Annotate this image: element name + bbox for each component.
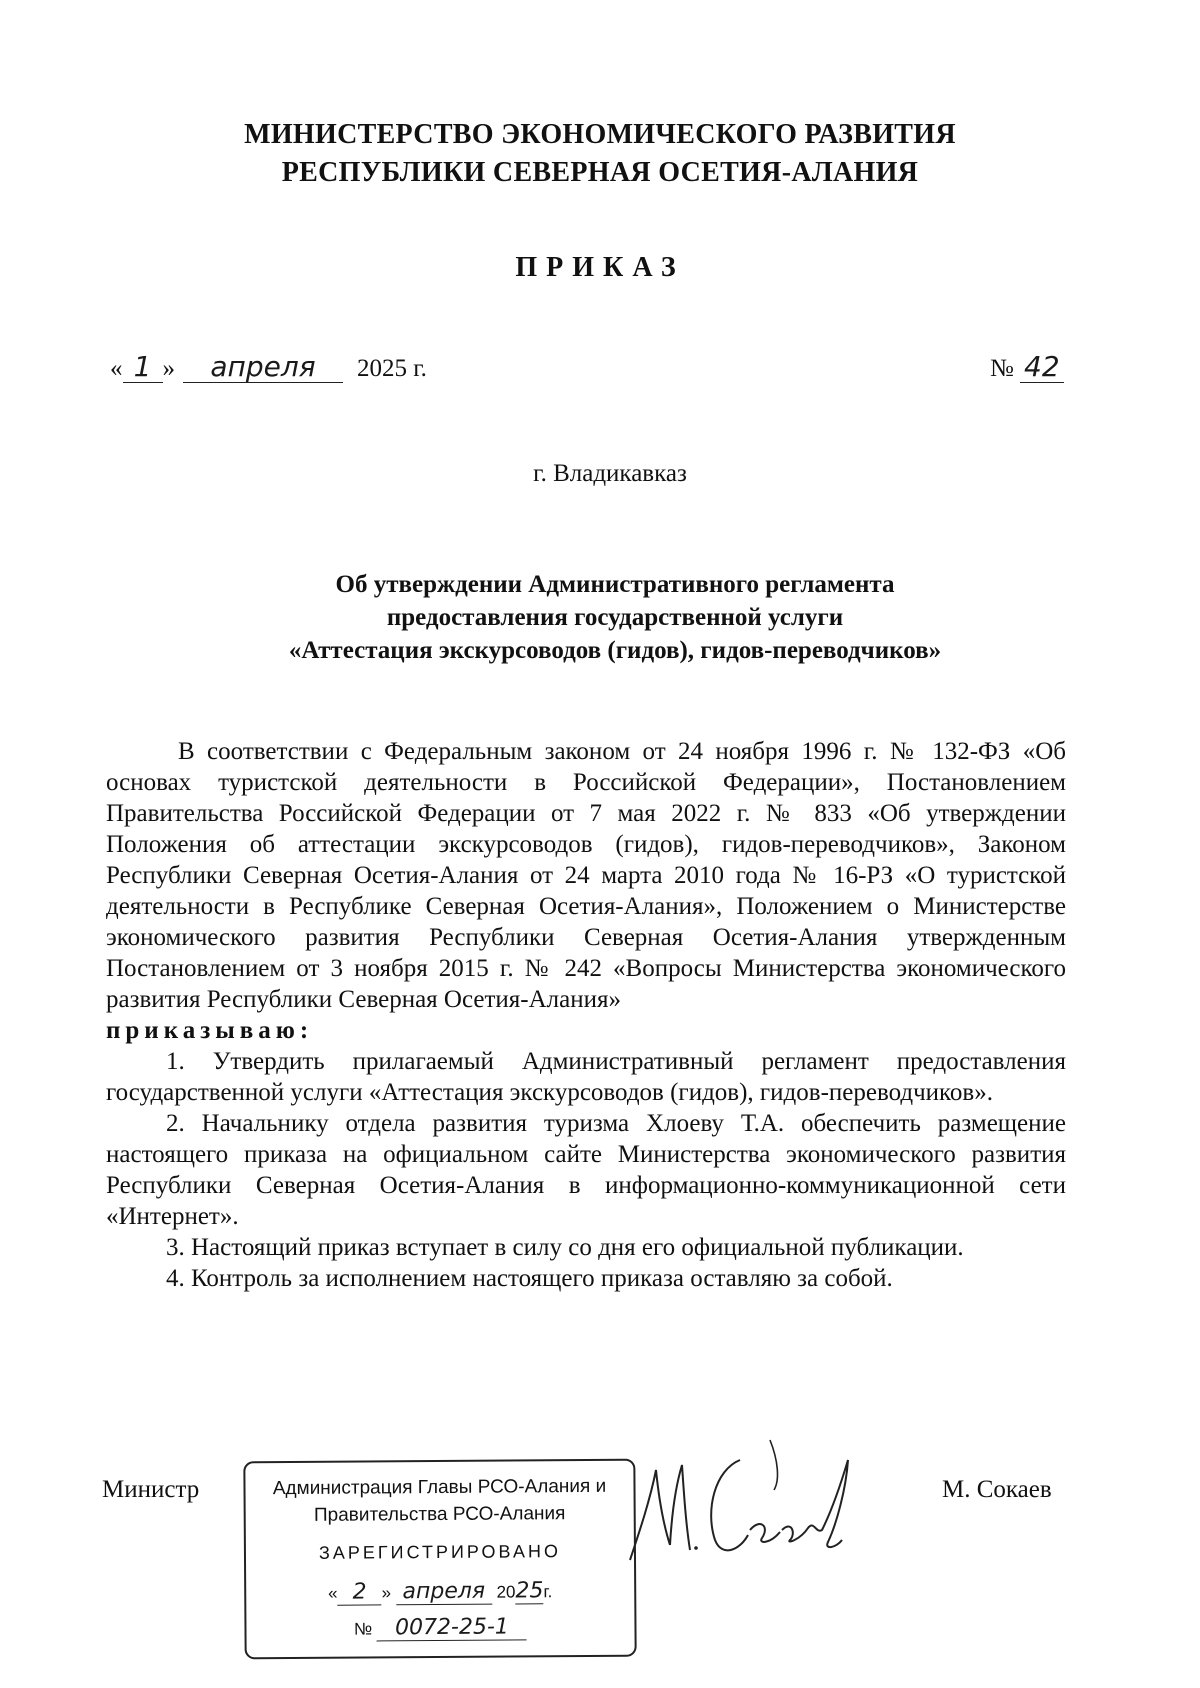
decree-word: приказываю: — [106, 1017, 314, 1044]
date-year: 2025 г. — [357, 355, 427, 382]
stamp-org-line-2: Правительства РСО-Алания — [313, 1503, 566, 1526]
stamp-date — [246, 1579, 634, 1607]
subject-line-2: предоставления государственной услуги — [386, 604, 844, 631]
ministry-header — [0, 116, 1200, 192]
subject-line-3: «Аттестация экскурсоводов (гидов), гидов-переводчиков» — [288, 637, 942, 664]
stamp-org-line-1: Администрация Главы РСО-Алания и — [272, 1475, 607, 1500]
date-close-quote: » — [162, 355, 175, 382]
stamp-date-year-unit: г. — [543, 1582, 553, 1602]
ministry-line-1: МИНИСТЕРСТВО ЭКОНОМИЧЕСКОГО РАЗВИТИЯ — [244, 119, 956, 150]
handwritten-signature — [610, 1430, 890, 1580]
stamp-date-day: 2 — [338, 1580, 382, 1605]
stamp-number-value: 0072-25-1 — [377, 1615, 527, 1641]
registration-stamp — [243, 1459, 636, 1660]
order-number — [990, 352, 1064, 383]
stamp-date-year-suffix: 25 — [515, 1578, 544, 1604]
subject-line-1: Об утверждении Административного регламента — [335, 571, 895, 598]
item-2: 2. Начальнику отдела развития туризма Хлоеву Т.А. обеспечить размещение настоящего приказа на официальном сайте Министерства экономического развития Республики Северная Осетия-Алания в информационно-коммуникационной сети «Интернет». — [106, 1110, 1066, 1230]
stamp-organization — [245, 1473, 633, 1530]
number-value: 42 — [1020, 352, 1064, 383]
item-3: 3. Настоящий приказ вступает в силу со дня его официальной публикации. — [166, 1234, 964, 1261]
stamp-date-year-prefix: 20 — [496, 1582, 516, 1602]
preamble-paragraph: В соответствии с Федеральным законом от 24 ноября 1996 г. № 132-ФЗ «Об основах туристской деятельности в Российской Федерации», Постановлением Правительства Российской Федерации от 7 мая 2022 г. № 833 «Об утверждении Положения об аттестации экскурсоводов (гидов), гидов-переводчиков», Законом Республики Северная Осетия-Алания от 24 марта 2010 года № 16-РЗ «О туристской деятельности в Республике Северная Осетия-Алания», Положением о Министерстве экономического развития Республики Северная Осетия-Алания утвержденным Постановлением от 3 ноября 2015 г. № 242 «Вопросы Министерства экономического развития Республики Северная Осетия-Алания» — [106, 738, 1066, 1013]
stamp-number-label: № — [353, 1619, 373, 1639]
item-1: 1. Утвердить прилагаемый Административный регламент предоставления государственной услуги «Аттестация экскурсоводов (гидов), гидов-переводчиков». — [106, 1048, 1066, 1106]
order-subject — [0, 568, 1200, 667]
stamp-date-close-quote: » — [381, 1583, 392, 1603]
signatory-role: Министр — [102, 1476, 200, 1503]
stamp-date-open-quote: « — [328, 1583, 338, 1603]
date-month: апреля — [183, 352, 343, 383]
stamp-status: ЗАРЕГИСТРИРОВАНО — [318, 1541, 561, 1563]
item-4: 4. Контроль за исполнением настоящего приказа оставляю за собой. — [166, 1265, 893, 1292]
number-label: № — [990, 355, 1014, 382]
document-type: ПРИКАЗ — [515, 252, 685, 283]
date-day: 1 — [123, 352, 163, 383]
city: г. Владикавказ — [533, 460, 687, 487]
order-body — [106, 736, 1066, 1294]
stamp-registration-number — [246, 1615, 634, 1643]
order-date — [110, 352, 427, 383]
signatory-name: М. Сокаев — [942, 1476, 1052, 1503]
date-open-quote: « — [110, 355, 123, 382]
stamp-date-month: апреля — [396, 1580, 492, 1606]
ministry-line-2: РЕСПУБЛИКИ СЕВЕРНАЯ ОСЕТИЯ-АЛАНИЯ — [281, 157, 919, 188]
